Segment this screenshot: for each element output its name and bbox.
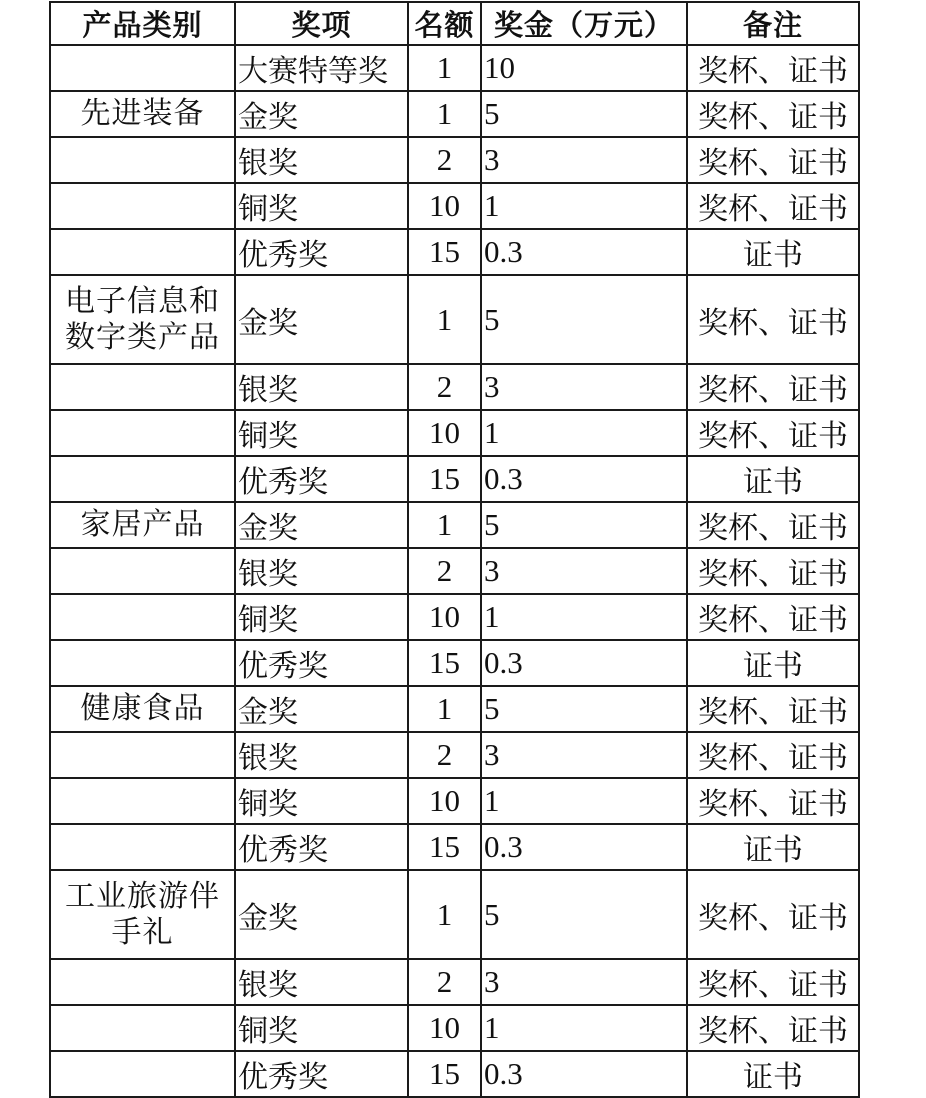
prize-cell: 0.3 [481, 229, 687, 275]
category-cell: 工业旅游伴手礼 [50, 870, 235, 959]
award-cell: 优秀奖 [235, 229, 408, 275]
award-cell: 优秀奖 [235, 1051, 408, 1097]
note-cell: 奖杯、证书 [687, 778, 859, 824]
note-cell: 证书 [687, 1051, 859, 1097]
table-row [50, 686, 859, 732]
category-cell [50, 456, 235, 502]
quota-cell: 15 [408, 1051, 481, 1097]
note-cell: 奖杯、证书 [687, 91, 859, 137]
prize-cell: 0.3 [481, 640, 687, 686]
award-cell: 铜奖 [235, 183, 408, 229]
category-cell: 先进装备 [50, 91, 235, 137]
quota-cell: 2 [408, 548, 481, 594]
quota-cell: 15 [408, 229, 481, 275]
prize-table [49, 1, 860, 1098]
award-cell: 铜奖 [235, 410, 408, 456]
award-cell: 大赛特等奖 [235, 45, 408, 91]
prize-cell: 3 [481, 364, 687, 410]
table-row [50, 548, 859, 594]
category-cell [50, 594, 235, 640]
quota-cell: 1 [408, 686, 481, 732]
note-cell: 奖杯、证书 [687, 183, 859, 229]
category-cell [50, 824, 235, 870]
note-cell: 奖杯、证书 [687, 1005, 859, 1051]
table-row [50, 870, 859, 959]
note-cell: 奖杯、证书 [687, 732, 859, 778]
award-cell: 银奖 [235, 732, 408, 778]
quota-cell: 10 [408, 410, 481, 456]
table-row [50, 410, 859, 456]
award-cell: 银奖 [235, 137, 408, 183]
prize-cell: 0.3 [481, 456, 687, 502]
category-cell [50, 410, 235, 456]
award-cell: 金奖 [235, 502, 408, 548]
quota-cell: 10 [408, 778, 481, 824]
table-row [50, 1005, 859, 1051]
prize-cell: 10 [481, 45, 687, 91]
note-cell: 奖杯、证书 [687, 502, 859, 548]
note-cell: 证书 [687, 456, 859, 502]
category-cell [50, 229, 235, 275]
prize-cell: 3 [481, 548, 687, 594]
header-category: 产品类别 [50, 2, 235, 45]
quota-cell: 15 [408, 640, 481, 686]
category-cell [50, 364, 235, 410]
category-cell: 健康食品 [50, 686, 235, 732]
quota-cell: 1 [408, 275, 481, 364]
table-row [50, 502, 859, 548]
award-cell: 铜奖 [235, 594, 408, 640]
table-row [50, 732, 859, 778]
quota-cell: 10 [408, 183, 481, 229]
table-body [50, 45, 859, 1097]
header-prize: 奖金（万元） [481, 2, 687, 45]
table-row [50, 640, 859, 686]
category-cell [50, 45, 235, 91]
table-row [50, 183, 859, 229]
note-cell: 奖杯、证书 [687, 275, 859, 364]
note-cell: 奖杯、证书 [687, 594, 859, 640]
quota-cell: 1 [408, 91, 481, 137]
note-cell: 奖杯、证书 [687, 548, 859, 594]
quota-cell: 10 [408, 1005, 481, 1051]
award-cell: 铜奖 [235, 778, 408, 824]
quota-cell: 15 [408, 824, 481, 870]
header-row [50, 2, 859, 45]
category-cell [50, 959, 235, 1005]
category-cell: 家居产品 [50, 502, 235, 548]
note-cell: 奖杯、证书 [687, 137, 859, 183]
quota-cell: 2 [408, 137, 481, 183]
category-cell [50, 1051, 235, 1097]
prize-cell: 5 [481, 91, 687, 137]
category-cell [50, 778, 235, 824]
table-row [50, 959, 859, 1005]
note-cell: 奖杯、证书 [687, 45, 859, 91]
table-row [50, 824, 859, 870]
prize-cell: 0.3 [481, 824, 687, 870]
quota-cell: 10 [408, 594, 481, 640]
quota-cell: 1 [408, 870, 481, 959]
award-cell: 优秀奖 [235, 824, 408, 870]
note-cell: 奖杯、证书 [687, 410, 859, 456]
category-cell: 电子信息和数字类产品 [50, 275, 235, 364]
table-row [50, 45, 859, 91]
table-row [50, 91, 859, 137]
prize-cell: 1 [481, 778, 687, 824]
prize-cell: 1 [481, 594, 687, 640]
note-cell: 证书 [687, 824, 859, 870]
prize-cell: 5 [481, 275, 687, 364]
table-row [50, 275, 859, 364]
prize-cell: 3 [481, 137, 687, 183]
prize-cell: 0.3 [481, 1051, 687, 1097]
award-cell: 金奖 [235, 686, 408, 732]
note-cell: 证书 [687, 640, 859, 686]
award-cell: 优秀奖 [235, 456, 408, 502]
note-cell: 奖杯、证书 [687, 364, 859, 410]
table-row [50, 594, 859, 640]
category-cell [50, 183, 235, 229]
award-cell: 优秀奖 [235, 640, 408, 686]
award-cell: 铜奖 [235, 1005, 408, 1051]
prize-cell: 5 [481, 686, 687, 732]
award-cell: 金奖 [235, 870, 408, 959]
quota-cell: 2 [408, 959, 481, 1005]
quota-cell: 2 [408, 732, 481, 778]
category-cell [50, 548, 235, 594]
prize-cell: 3 [481, 959, 687, 1005]
category-cell [50, 640, 235, 686]
category-cell [50, 137, 235, 183]
prize-cell: 3 [481, 732, 687, 778]
category-cell [50, 732, 235, 778]
note-cell: 证书 [687, 229, 859, 275]
prize-cell: 1 [481, 410, 687, 456]
category-cell [50, 1005, 235, 1051]
note-cell: 奖杯、证书 [687, 959, 859, 1005]
table-row [50, 137, 859, 183]
quota-cell: 2 [408, 364, 481, 410]
award-cell: 银奖 [235, 548, 408, 594]
award-cell: 金奖 [235, 91, 408, 137]
award-cell: 银奖 [235, 364, 408, 410]
prize-cell: 5 [481, 870, 687, 959]
table-row [50, 1051, 859, 1097]
header-quota: 名额 [408, 2, 481, 45]
table-row [50, 364, 859, 410]
award-cell: 银奖 [235, 959, 408, 1005]
prize-cell: 5 [481, 502, 687, 548]
quota-cell: 1 [408, 45, 481, 91]
table-row [50, 778, 859, 824]
note-cell: 奖杯、证书 [687, 686, 859, 732]
award-cell: 金奖 [235, 275, 408, 364]
header-note: 备注 [687, 2, 859, 45]
prize-cell: 1 [481, 1005, 687, 1051]
quota-cell: 15 [408, 456, 481, 502]
table-row [50, 229, 859, 275]
note-cell: 奖杯、证书 [687, 870, 859, 959]
prize-cell: 1 [481, 183, 687, 229]
table-row [50, 456, 859, 502]
header-award: 奖项 [235, 2, 408, 45]
quota-cell: 1 [408, 502, 481, 548]
